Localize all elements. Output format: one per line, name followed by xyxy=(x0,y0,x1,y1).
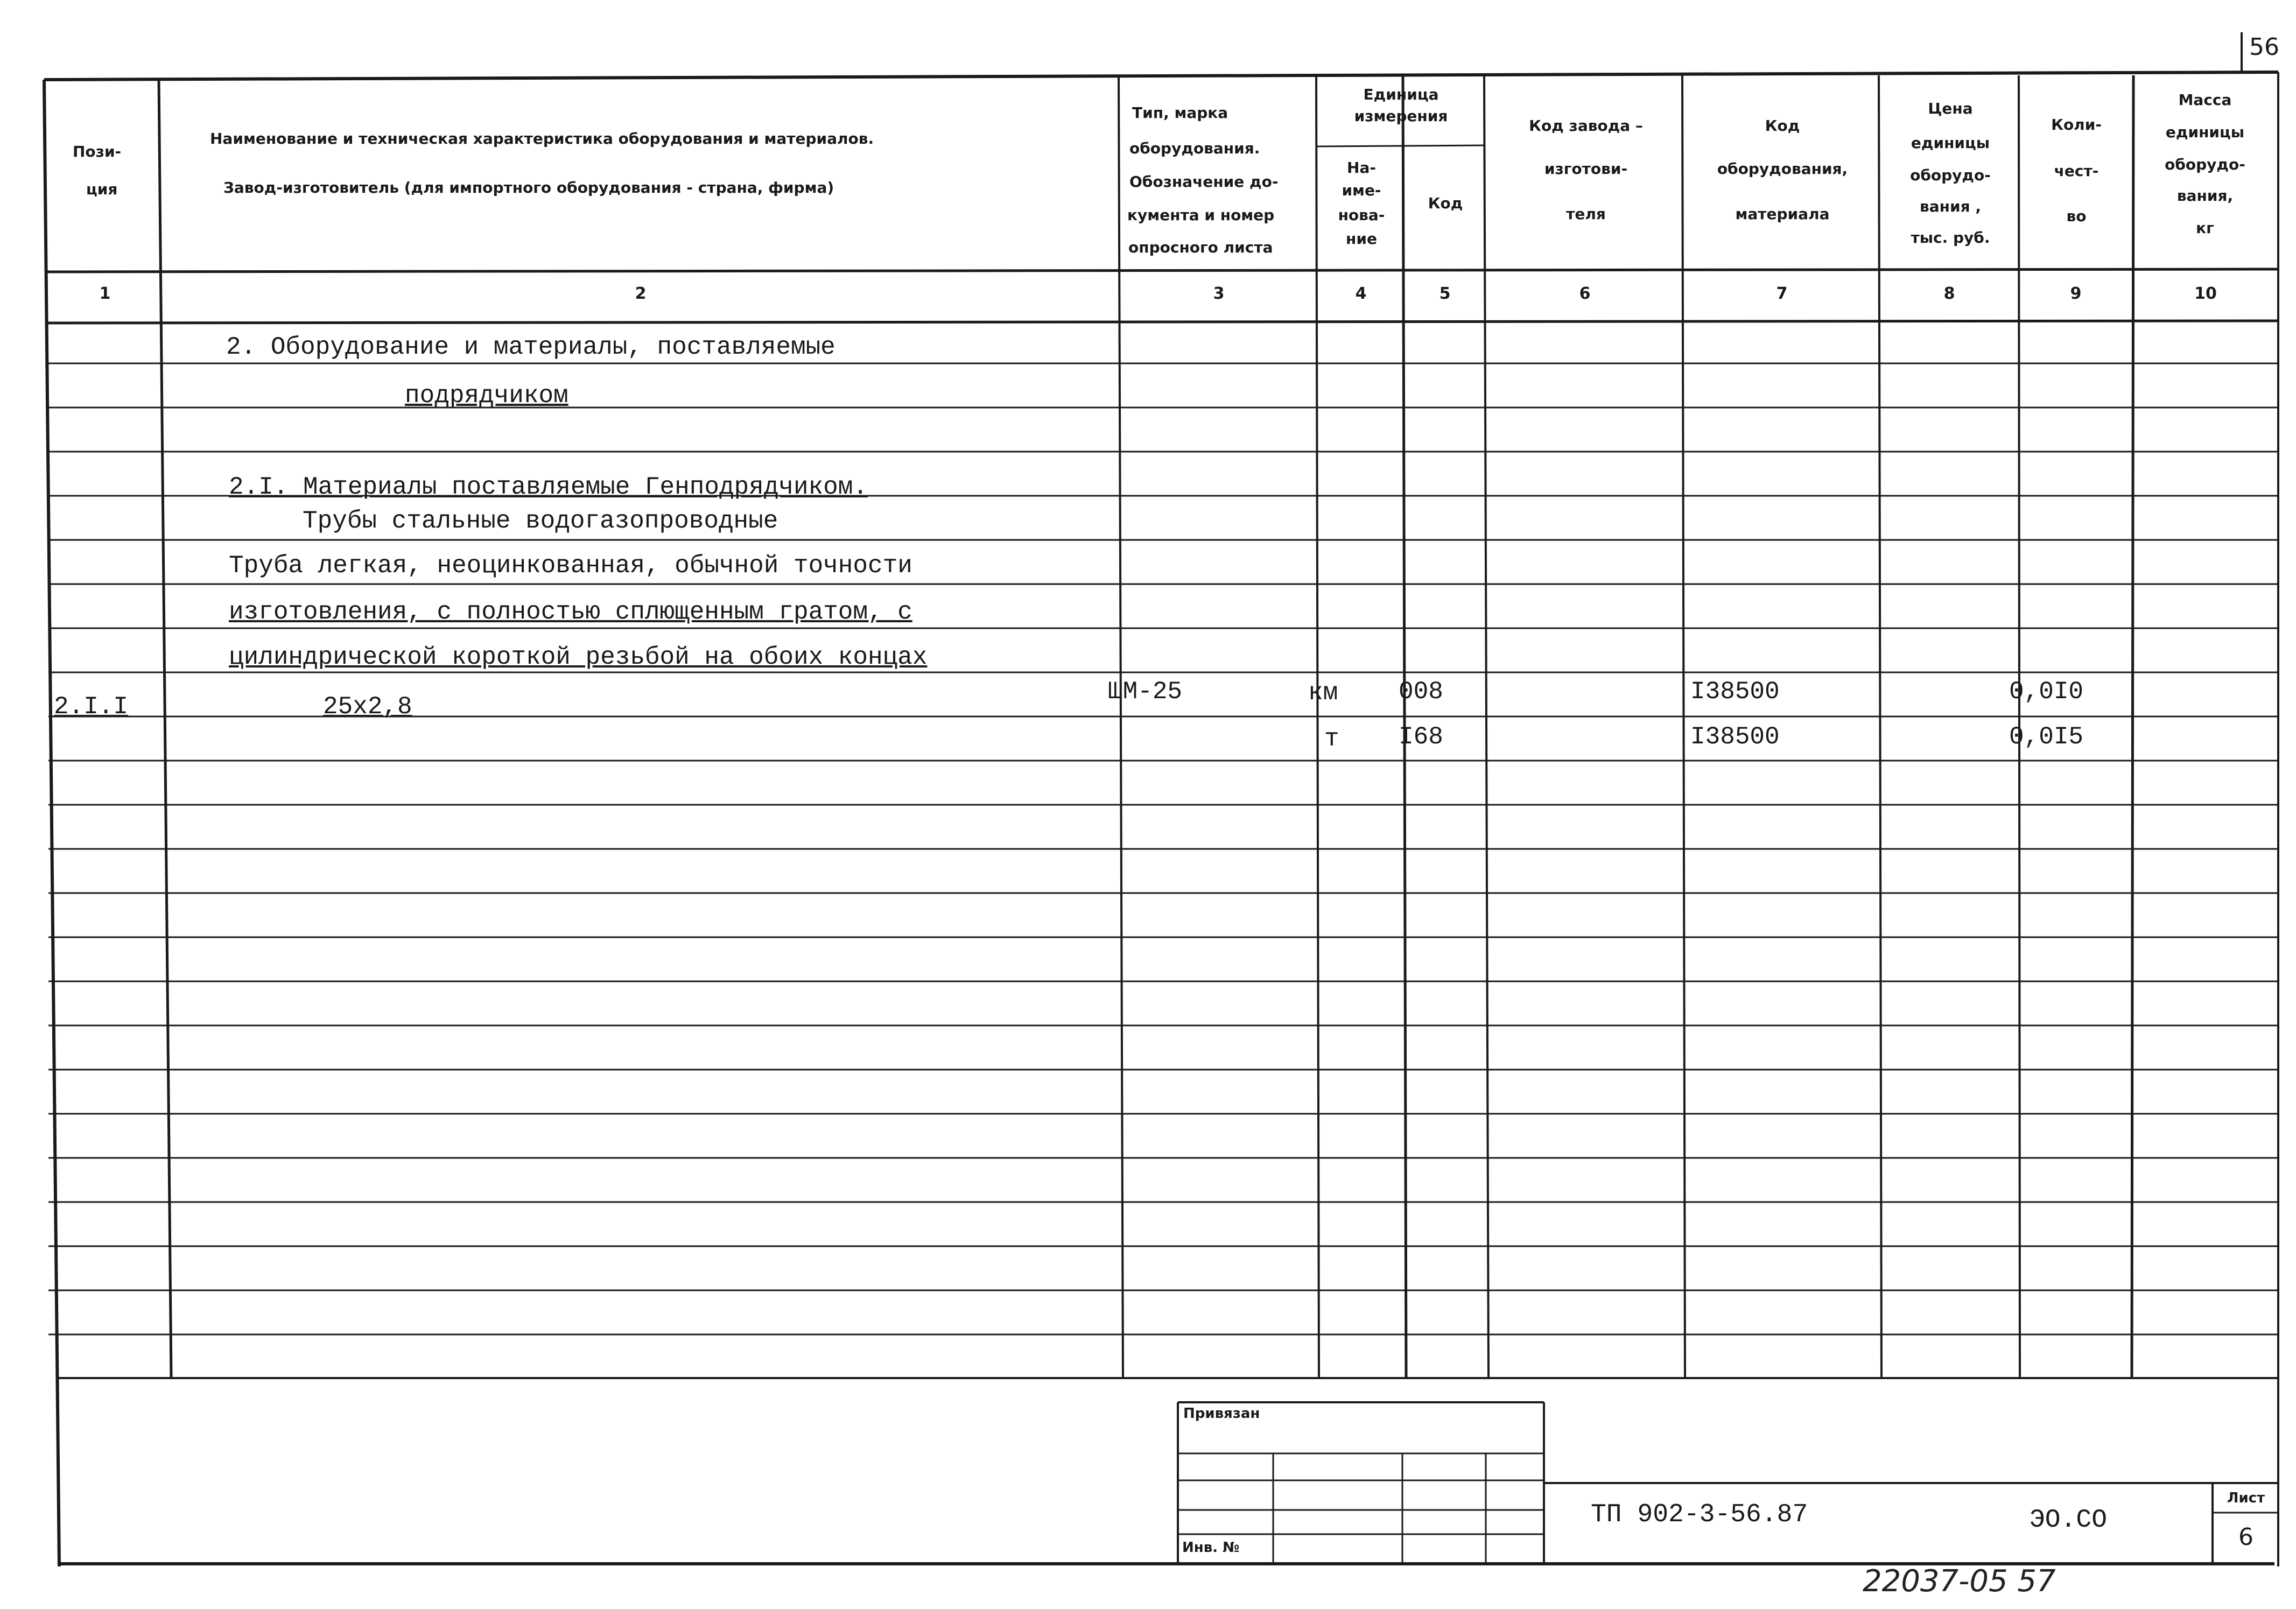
header-unit-name-1: На- xyxy=(1347,159,1376,177)
header-unit-line2: измерения xyxy=(1354,107,1448,125)
header-qty-1: Коли- xyxy=(2051,116,2102,134)
header-type-line4: кумента и номер xyxy=(1127,206,1275,224)
handwritten-number: 22037-05 57 xyxy=(1863,1564,2056,1599)
item-position: 2.I.I xyxy=(54,693,129,721)
header-position-1: Пози- xyxy=(73,143,122,160)
header-name-line1: Наименование и техническая характеристика оборудования и материалов. xyxy=(210,130,874,147)
document-code: ТП 902-3-56.87 xyxy=(1591,1500,1808,1529)
header-qty-2: чест- xyxy=(2054,162,2099,180)
col-number-6: 6 xyxy=(1579,284,1591,303)
header-qty-3: во xyxy=(2066,207,2087,225)
col-number-4: 4 xyxy=(1355,284,1367,303)
sheet-number: 6 xyxy=(2238,1523,2253,1551)
col-number-9: 9 xyxy=(2070,284,2082,303)
header-mass-5: кг xyxy=(2196,219,2214,237)
header-mass-3: оборудо- xyxy=(2165,156,2245,173)
stamp-inv-label: Инв. № xyxy=(1182,1540,1240,1556)
subsection-subtitle: Трубы стальные водогазопроводные xyxy=(303,507,778,535)
header-mass-2: единицы xyxy=(2165,123,2245,141)
description-line3: цилиндрической короткой резьбой на обоих концах xyxy=(229,643,928,671)
header-factory-2: изготови- xyxy=(1544,160,1628,178)
description-line1: Труба легкая, неоцинкованная, обычной точности xyxy=(229,552,912,580)
header-price-3: оборудо- xyxy=(1910,166,1991,184)
header-position-2: ция xyxy=(86,180,118,198)
item-unit1-name: км xyxy=(1308,679,1338,707)
item-unit2-code: I68 xyxy=(1399,723,1443,751)
header-name-line2: Завод-изготовитель (для импортного оборудования - страна, фирма) xyxy=(223,179,834,196)
header-price-1: Цена xyxy=(1928,100,1973,117)
item-name: 25х2,8 xyxy=(323,693,412,721)
item-unit1-code: 008 xyxy=(1399,678,1443,706)
section-title-line2: подрядчиком xyxy=(405,382,568,410)
item-unit2-name: т xyxy=(1324,725,1339,753)
header-unit-line1: Единица xyxy=(1363,86,1439,103)
col-number-3: 3 xyxy=(1213,284,1225,303)
header-factory-3: теля xyxy=(1566,205,1606,223)
item-material-code-1: I38500 xyxy=(1690,678,1780,706)
item-material-code-2: I38500 xyxy=(1690,723,1780,751)
header-unit-name-4: ние xyxy=(1346,230,1377,248)
header-material-code-2: оборудования, xyxy=(1717,160,1848,178)
header-price-4: вания , xyxy=(1920,198,1981,215)
sheet-label: Лист xyxy=(2227,1490,2265,1506)
col-number-2: 2 xyxy=(635,284,647,303)
header-price-2: единицы xyxy=(1911,134,1990,152)
header-unit-code: Код xyxy=(1428,194,1463,212)
col-number-1: 1 xyxy=(99,284,111,303)
item-qty-1: 0,0I0 xyxy=(2009,678,2084,706)
header-mass-1: Масса xyxy=(2178,91,2232,109)
header-unit-name-3: нова- xyxy=(1338,206,1385,224)
header-material-code-1: Код xyxy=(1765,117,1800,135)
header-mass-4: вания, xyxy=(2176,187,2234,205)
header-price-5: тыс. руб. xyxy=(1911,229,1990,247)
subsection-title: 2.I. Материалы поставляемые Генподрядчиком. xyxy=(229,473,868,501)
header-type-line2: оборудования. xyxy=(1129,139,1260,157)
header-type-line1: Тип, марка xyxy=(1132,104,1228,122)
header-type-line3: Обозначение до- xyxy=(1129,173,1279,191)
section-title-line1: 2. Оборудование и материалы, поставляемые xyxy=(226,333,835,361)
header-factory-1: Код завода – xyxy=(1529,117,1643,135)
description-line2: изготовления, с полностью сплющенным гратом, с xyxy=(229,598,912,626)
item-type: ШМ-25 xyxy=(1108,678,1183,706)
stamp-bound-label: Привязан xyxy=(1183,1406,1260,1422)
header-unit-name-2: име- xyxy=(1342,181,1381,199)
page-number: 56 xyxy=(2249,33,2279,61)
col-number-7: 7 xyxy=(1776,284,1788,303)
item-qty-2: 0,0I5 xyxy=(2009,723,2084,751)
col-number-8: 8 xyxy=(1943,284,1955,303)
col-number-5: 5 xyxy=(1439,284,1451,303)
header-type-line5: опросного листа xyxy=(1128,238,1273,256)
col-number-10: 10 xyxy=(2194,284,2217,303)
header-material-code-3: материала xyxy=(1735,205,1830,223)
sheet-code: ЭО.СО xyxy=(2030,1506,2108,1535)
